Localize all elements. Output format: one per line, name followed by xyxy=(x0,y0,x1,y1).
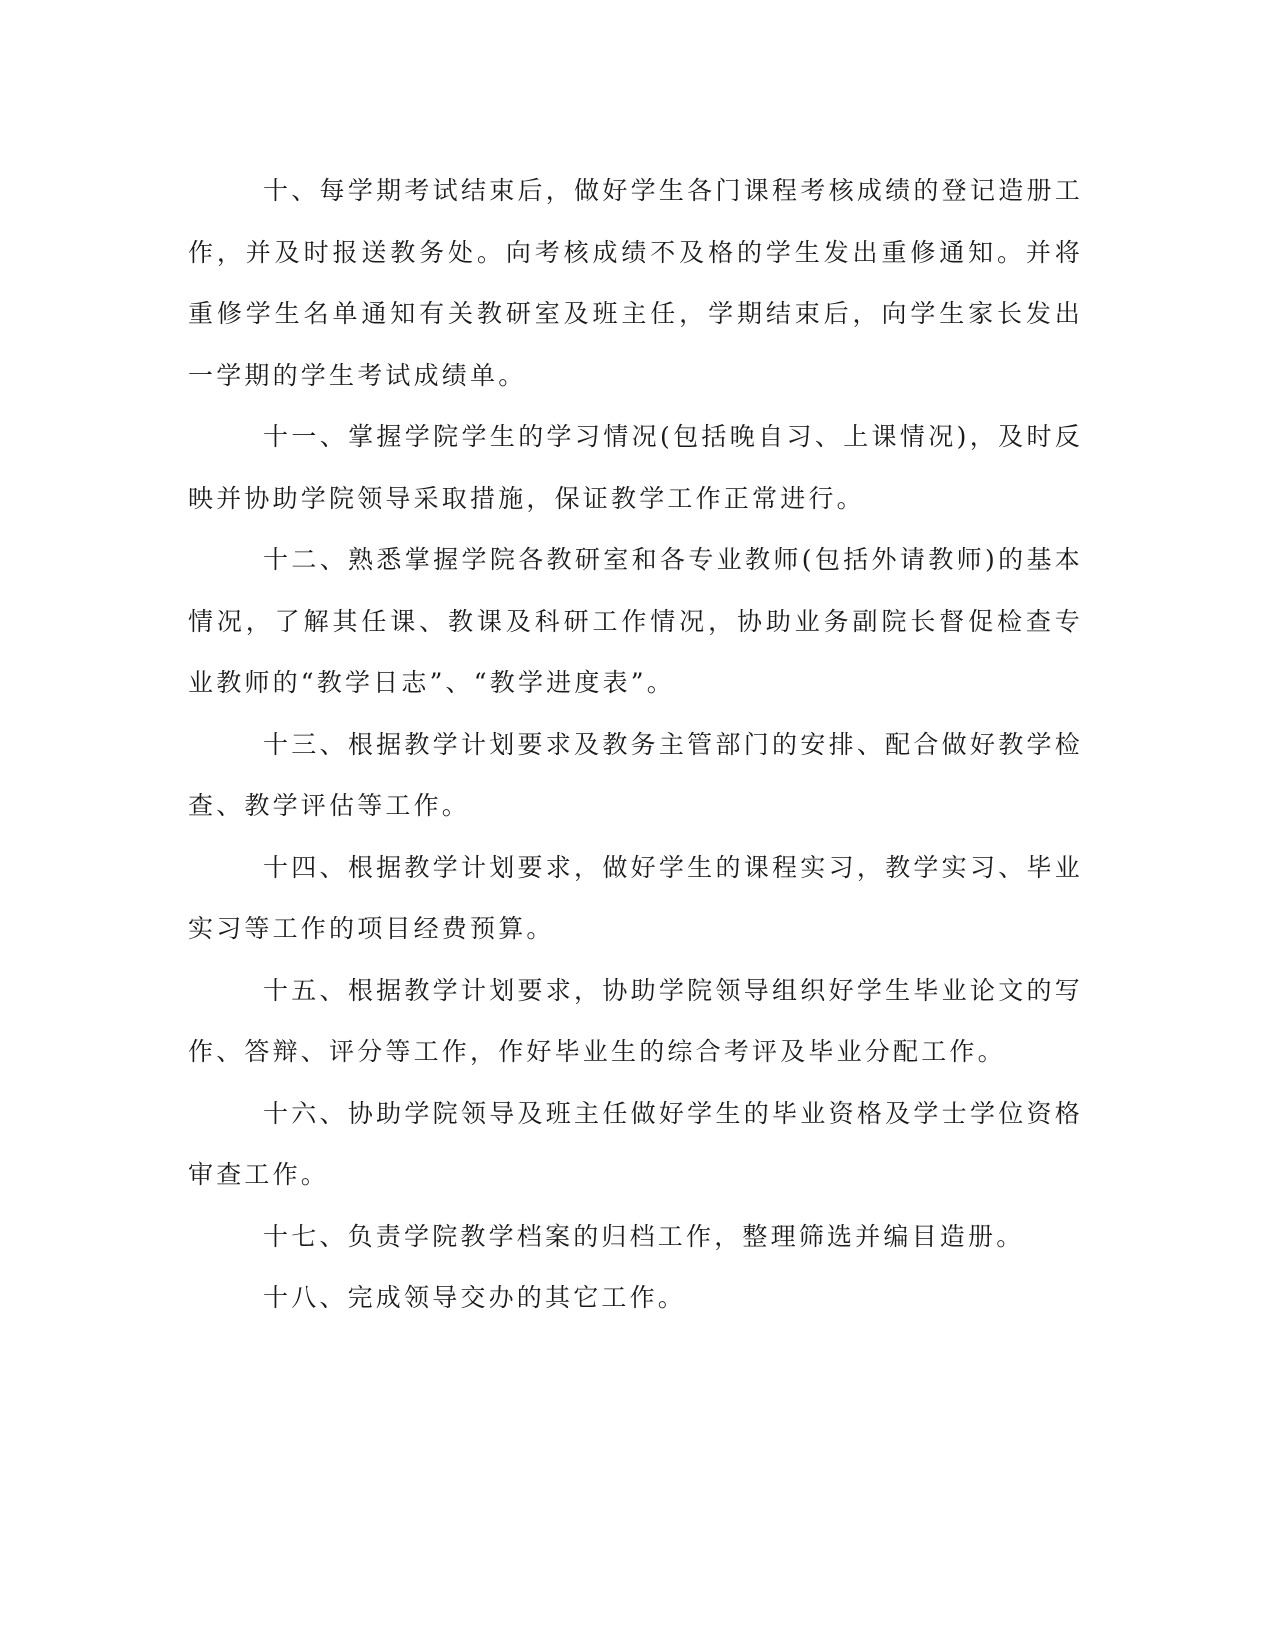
paragraph-15: 十五、根据教学计划要求，协助学院领导组织好学生毕业论文的写作、答辩、评分等工作，作好毕业生的综合考评及毕业分配工作。 xyxy=(188,975,1083,1066)
paragraph-14: 十四、根据教学计划要求，做好学生的课程实习，教学实习、毕业实习等工作的项目经费预算。 xyxy=(188,852,1083,943)
paragraph-18: 十八、完成领导交办的其它工作。 xyxy=(263,1283,687,1312)
paragraph-11: 十一、掌握学院学生的学习情况(包括晚自习、上课情况)，及时反映并协助学院领导采取措施，保证教学工作正常进行。 xyxy=(188,422,1083,513)
paragraph-16: 十六、协助学院领导及班主任做好学生的毕业资格及学士学位资格审查工作。 xyxy=(188,1098,1083,1189)
paragraph-17: 十七、负责学院教学档案的归档工作，整理筛选并编目造册。 xyxy=(263,1221,1025,1251)
paragraph-12: 十二、熟悉掌握学院各教研室和各专业教师(包括外请教师)的基本情况，了解其任课、教课及科研工作情况，协助业务副院长督促检查专业教师的“教学日志”、“教学进度表”。 xyxy=(188,545,1083,697)
paragraph-10: 十、每学期考试结束后，做好学生各门课程考核成绩的登记造册工作，并及时报送教务处。向考核成绩不及格的学生发出重修通知。并将重修学生名单通知有关教研室及班主任，学期结束后，向学生家长发出一学期的学生考试成绩单。 xyxy=(188,176,1083,390)
document-body xyxy=(188,160,1083,1329)
paragraph-13: 十三、根据教学计划要求及教务主管部门的安排、配合做好教学检查、教学评估等工作。 xyxy=(188,729,1083,820)
